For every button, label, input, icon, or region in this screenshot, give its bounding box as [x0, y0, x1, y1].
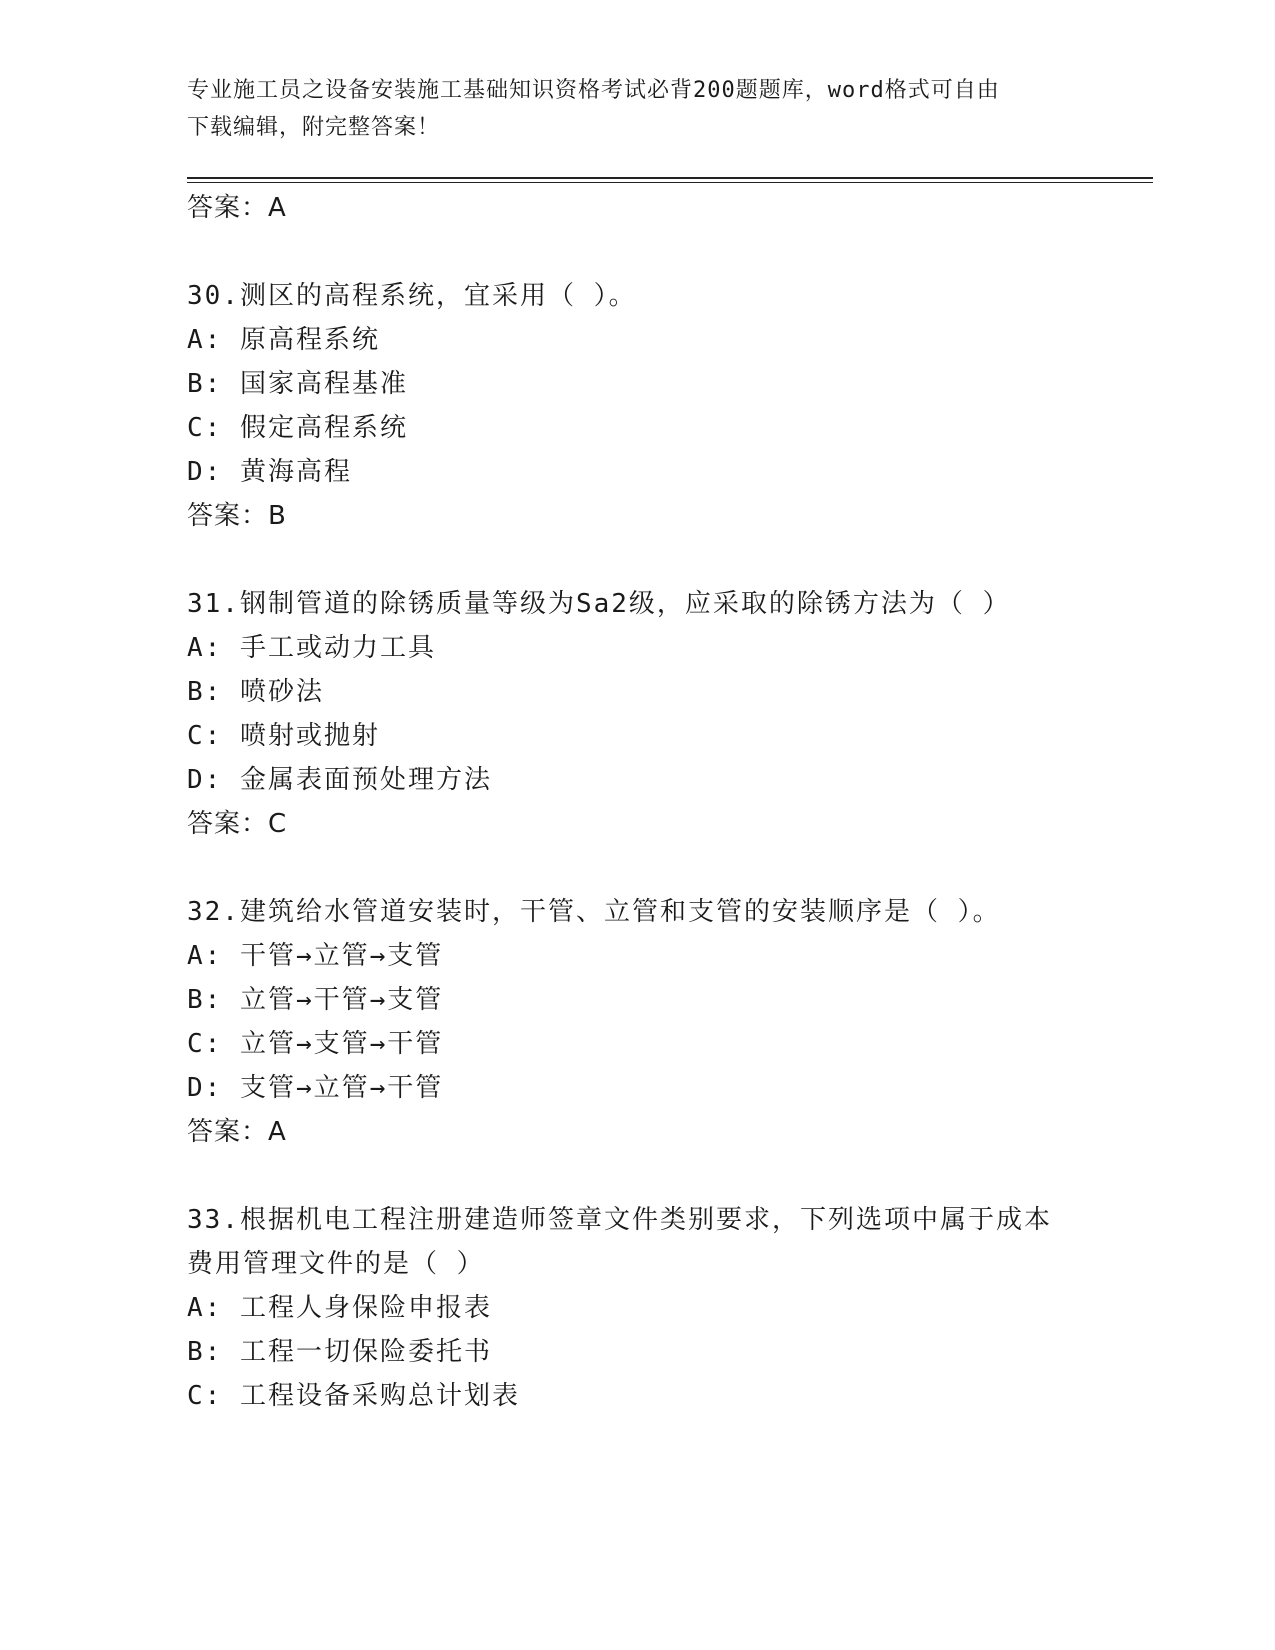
document-header [187, 72, 1087, 146]
question-32-option-c: C: 立管→支管→干管 [187, 1029, 444, 1059]
header-line-1: 专业施工员之设备安装施工基础知识资格考试必背200题题库，word格式可自由 [187, 78, 1000, 103]
question-31-option-a: A: 手工或动力工具 [187, 633, 436, 663]
question-31-answer: 答案：C [187, 809, 288, 839]
question-32-answer: 答案：A [187, 1117, 287, 1147]
question-32-option-d: D: 支管→立管→干管 [187, 1073, 444, 1103]
question-32-option-a: A: 干管→立管→支管 [187, 941, 444, 971]
question-30-answer: 答案：B [187, 501, 287, 531]
question-30-stem: 30.测区的高程系统，宜采用（ ）。 [187, 281, 637, 311]
question-31-option-b: B: 喷砂法 [187, 677, 324, 707]
question-33-option-a: A: 工程人身保险申报表 [187, 1293, 492, 1323]
question-30-option-b: B: 国家高程基准 [187, 369, 408, 399]
question-32-option-b: B: 立管→干管→支管 [187, 985, 444, 1015]
question-33-stem-line-2: 费用管理文件的是（ ） [187, 1249, 485, 1279]
question-30-option-d: D: 黄海高程 [187, 457, 352, 487]
header-divider-thin [187, 182, 1153, 183]
question-31-stem: 31.钢制管道的除锈质量等级为Sa2级，应采取的除锈方法为（ ） [187, 589, 1011, 619]
question-32-stem: 32.建筑给水管道安装时，干管、立管和支管的安装顺序是（ ）。 [187, 897, 1001, 927]
question-33-option-b: B: 工程一切保险委托书 [187, 1337, 492, 1367]
question-31-option-d: D: 金属表面预处理方法 [187, 765, 492, 795]
question-30-option-a: A: 原高程系统 [187, 325, 380, 355]
question-33-option-c: C: 工程设备采购总计划表 [187, 1381, 520, 1411]
previous-answer: 答案：A [187, 193, 287, 223]
header-line-2: 下载编辑，附完整答案！ [187, 115, 441, 140]
question-31-option-c: C: 喷射或抛射 [187, 721, 380, 751]
question-33-stem-line-1: 33.根据机电工程注册建造师签章文件类别要求，下列选项中属于成本 [187, 1205, 1052, 1235]
question-30-option-c: C: 假定高程系统 [187, 413, 408, 443]
header-divider-thick [187, 177, 1153, 179]
